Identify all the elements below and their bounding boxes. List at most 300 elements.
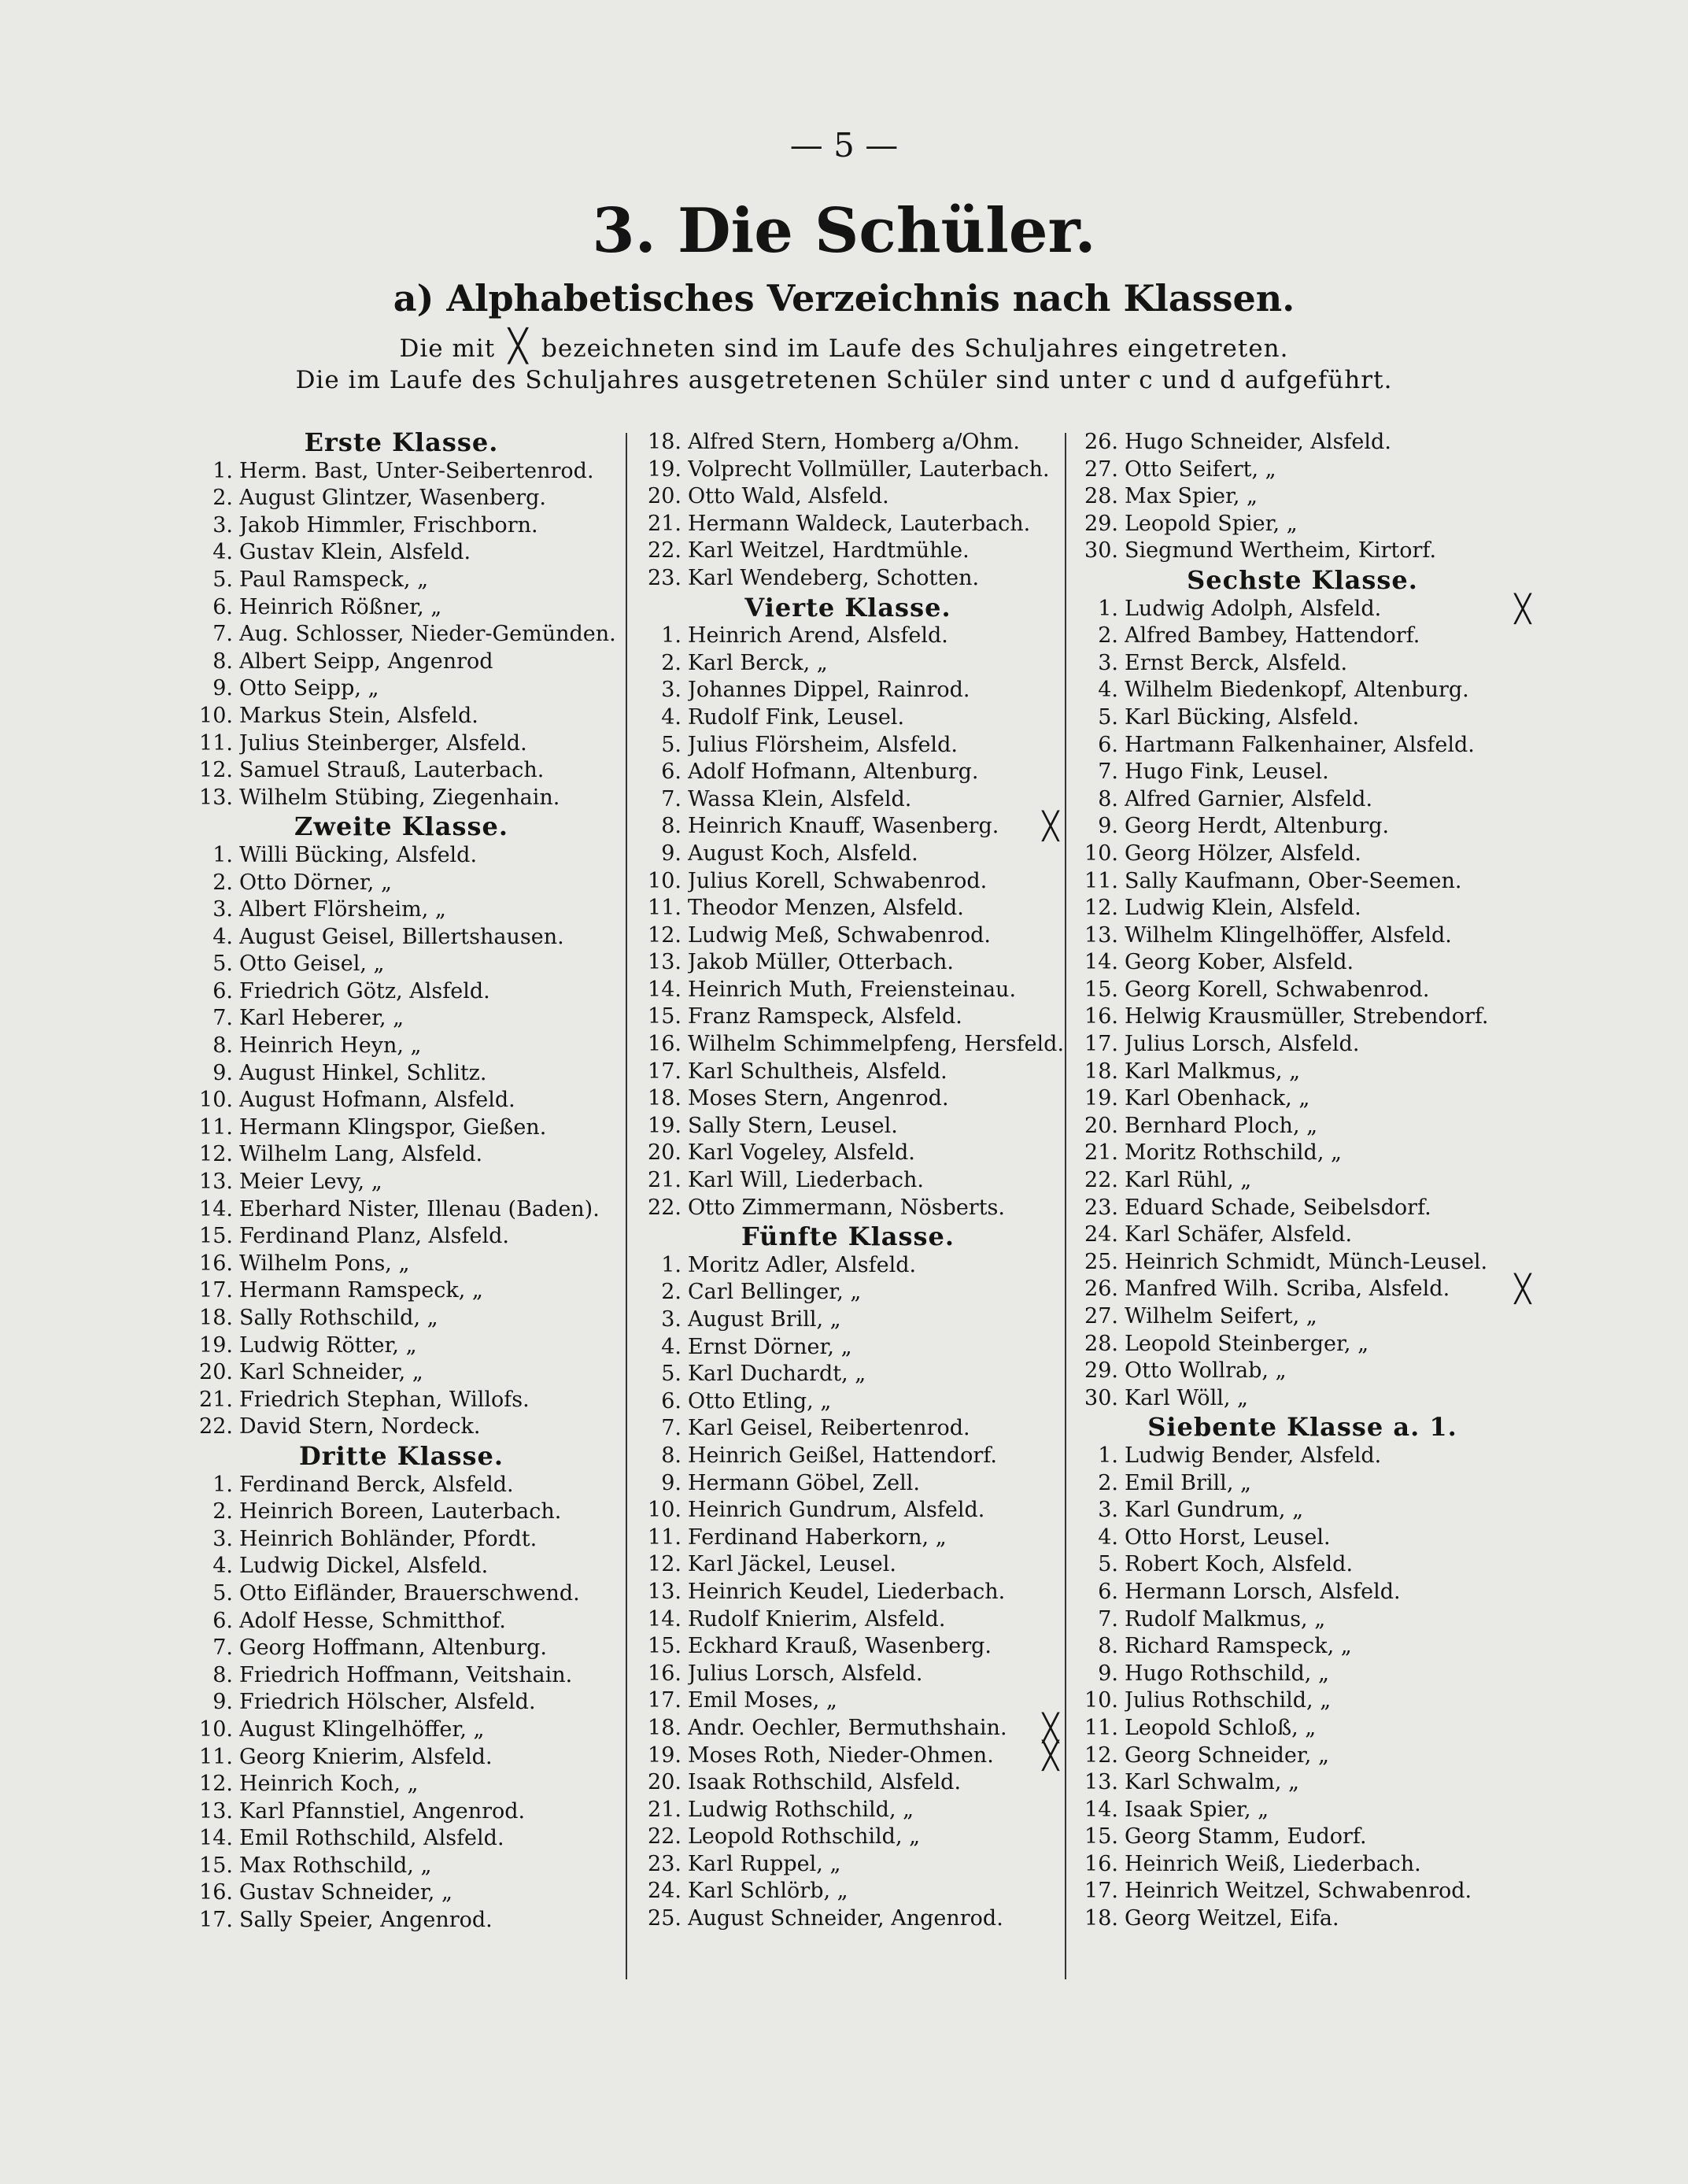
student-number: 20. — [648, 1770, 681, 1795]
student-entry — [630, 1140, 1066, 1167]
student-name: Hermann Lorsch, Alsfeld. — [1125, 1579, 1401, 1604]
student-entry — [181, 1387, 622, 1414]
student-name: Helwig Krausmüller, Strebendorf. — [1125, 1004, 1489, 1029]
student-number: 13. — [648, 1579, 681, 1604]
student-entry — [630, 511, 1066, 538]
student-entry — [181, 1305, 622, 1332]
student-name: Moritz Adler, Alsfeld. — [688, 1252, 917, 1277]
student-name: Alfred Garnier, Alsfeld. — [1125, 786, 1373, 811]
student-name: Meier Levy, „ — [239, 1170, 382, 1195]
student-number: 4. — [1098, 678, 1118, 703]
student-name: August Koch, Alsfeld. — [688, 841, 918, 866]
student-entry — [181, 1114, 622, 1142]
student-entry — [181, 1608, 622, 1635]
student-entry — [181, 978, 622, 1006]
student-entry — [1066, 1140, 1538, 1167]
student-name: Aug. Schlosser, Nieder-Gemünden. — [239, 622, 616, 647]
student-name: Otto Horst, Leusel. — [1125, 1524, 1331, 1550]
student-number: 13. — [199, 1798, 233, 1824]
student-entry — [1066, 1687, 1538, 1715]
student-entry — [181, 1033, 622, 1060]
student-entry — [181, 730, 622, 758]
student-entry — [181, 1087, 622, 1114]
cross-mark-icon: ╳ — [1042, 1712, 1059, 1744]
student-number: 13. — [648, 950, 681, 975]
student-entry — [181, 1879, 622, 1907]
student-entry — [181, 896, 622, 924]
student-name: August Glintzer, Wasenberg. — [239, 486, 546, 511]
student-name: Otto Eifländer, Brauerschwend. — [239, 1580, 580, 1606]
student-name: Rudolf Malkmus, „ — [1125, 1606, 1326, 1632]
student-number: 1. — [661, 623, 681, 649]
student-number: 18. — [648, 1715, 681, 1740]
student-name: Ferdinand Berck, Alsfeld. — [239, 1472, 514, 1497]
student-number: 6. — [661, 1388, 681, 1414]
student-name: Friedrich Hölscher, Alsfeld. — [239, 1690, 536, 1715]
student-number: 9. — [1098, 1661, 1118, 1686]
student-name: Karl Bücking, Alsfeld. — [1125, 704, 1360, 730]
student-number: 5. — [1098, 704, 1118, 730]
student-name: Georg Weitzel, Eifa. — [1125, 1906, 1339, 1931]
student-name: Karl Duchardt, „ — [688, 1362, 866, 1387]
student-name: August Hofmann, Alsfeld. — [239, 1088, 515, 1113]
student-name: Hermann Ramspeck, „ — [239, 1278, 483, 1303]
student-number: 4. — [1098, 1524, 1118, 1550]
student-entry — [630, 1195, 1066, 1222]
student-name: Wilhelm Stübing, Ziegenhain. — [239, 785, 560, 810]
student-entry — [630, 1579, 1066, 1606]
student-entry — [630, 1661, 1066, 1688]
student-entry — [1066, 1303, 1538, 1331]
student-name: Wilhelm Seifert, „ — [1125, 1304, 1317, 1329]
student-number: 18. — [1084, 1906, 1118, 1931]
student-number: 12. — [199, 758, 233, 783]
student-number: 12. — [1084, 1742, 1118, 1768]
student-name: Robert Koch, Alsfeld. — [1125, 1552, 1354, 1577]
student-number: 15. — [199, 1224, 233, 1249]
page-title: 3. Die Schüler. — [592, 195, 1096, 267]
student-entry — [630, 895, 1066, 922]
student-number: 18. — [199, 1306, 233, 1330]
student-entry — [1066, 1661, 1538, 1688]
student-number: 26. — [1084, 430, 1118, 454]
student-number: 4. — [661, 704, 681, 730]
student-number: 20. — [1084, 1113, 1118, 1138]
student-number: 22. — [1084, 1168, 1118, 1193]
student-number: 14. — [1084, 1797, 1118, 1822]
page-subtitle: a) Alphabetisches Verzeichnis nach Klassen. — [393, 277, 1295, 320]
student-entry — [181, 1414, 622, 1441]
student-name: Karl Will, Liederbach. — [688, 1168, 924, 1193]
page-number: — 5 — — [789, 126, 899, 164]
student-number: 16. — [648, 1032, 681, 1057]
student-number: 16. — [1084, 1851, 1118, 1876]
student-number: 9. — [661, 1470, 681, 1495]
student-name: Manfred Wilh. Scriba, Alsfeld. — [1125, 1277, 1450, 1302]
student-entry — [181, 458, 622, 486]
student-name: Bernhard Ploch, „ — [1125, 1113, 1318, 1138]
student-number: 8. — [212, 1033, 233, 1059]
student-number: 15. — [199, 1853, 233, 1878]
student-entry — [630, 483, 1066, 511]
student-name: Moritz Rothschild, „ — [1125, 1140, 1342, 1166]
student-entry — [181, 1662, 622, 1690]
student-number: 20. — [648, 1140, 681, 1166]
class-heading: Siebente Klasse a. 1. — [1147, 1412, 1457, 1443]
student-name: Emil Rothschild, Alsfeld. — [239, 1826, 504, 1851]
student-entry — [630, 977, 1066, 1004]
student-name: Heinrich Rößner, „ — [239, 594, 442, 619]
student-number: 6. — [1098, 1579, 1118, 1604]
student-entry — [181, 594, 622, 622]
student-number: 1. — [661, 1252, 681, 1277]
student-number: 2. — [212, 1499, 233, 1524]
student-name: Karl Schlörb, „ — [688, 1879, 848, 1904]
student-entry — [1066, 1003, 1538, 1031]
student-name: August Geisel, Billertshausen. — [239, 924, 564, 949]
student-entry — [1066, 1905, 1538, 1933]
student-entry — [1066, 868, 1538, 896]
student-number: 7. — [1098, 759, 1118, 785]
student-name: Emil Moses, „ — [688, 1688, 837, 1713]
student-number: 11. — [648, 896, 681, 921]
student-name: Heinrich Koch, „ — [239, 1772, 419, 1797]
student-entry — [630, 732, 1066, 759]
student-name: Gustav Klein, Alsfeld. — [239, 540, 471, 565]
column-divider — [626, 433, 627, 1979]
student-entry — [630, 538, 1066, 565]
student-name: Sally Stern, Leusel. — [688, 1113, 898, 1138]
student-name: Karl Schäfer, Alsfeld. — [1125, 1222, 1353, 1247]
student-entry — [630, 1252, 1066, 1280]
student-name: Georg Kober, Alsfeld. — [1125, 950, 1354, 975]
student-name: Georg Knierim, Alsfeld. — [239, 1744, 493, 1769]
student-entry — [630, 868, 1066, 896]
student-number: 2. — [1098, 1470, 1118, 1495]
student-number: 11. — [1084, 1715, 1118, 1740]
student-name: Isaak Rothschild, Alsfeld. — [688, 1770, 962, 1795]
student-entry — [630, 922, 1066, 950]
cross-mark-icon: ╳ — [508, 328, 529, 364]
student-entry — [1066, 1331, 1538, 1358]
student-number: 1. — [1098, 596, 1118, 621]
student-entry — [1066, 538, 1538, 565]
student-name: Otto Dörner, „ — [239, 870, 392, 895]
student-name: Ludwig Rötter, „ — [239, 1332, 417, 1358]
cross-mark-icon: ╳ — [1042, 1739, 1059, 1772]
student-number: 17. — [648, 1059, 681, 1084]
student-entry — [181, 1498, 622, 1526]
student-number: 6. — [661, 759, 681, 785]
student-number: 5. — [661, 732, 681, 757]
student-number: 15. — [648, 1004, 681, 1029]
student-number: 26. — [1084, 1277, 1118, 1302]
student-column-3 — [1066, 429, 1538, 1933]
student-name: Eduard Schade, Seibelsdorf. — [1125, 1195, 1431, 1220]
student-name: Karl Schultheis, Alsfeld. — [688, 1059, 947, 1084]
student-name: Franz Ramspeck, Alsfeld. — [688, 1004, 962, 1029]
student-entry — [181, 842, 622, 870]
cross-mark-icon: ╳ — [1514, 593, 1531, 625]
student-name: Heinrich Bohländer, Pfordt. — [239, 1526, 537, 1551]
student-name: Georg Hölzer, Alsfeld. — [1125, 841, 1361, 866]
student-name: Herm. Bast, Unter-Seibertenrod. — [239, 458, 594, 483]
student-number: 21. — [648, 511, 681, 536]
student-name: Emil Brill, „ — [1125, 1470, 1251, 1495]
student-entry — [1066, 623, 1538, 650]
student-entry — [181, 1771, 622, 1798]
student-entry — [1066, 1059, 1538, 1086]
student-entry — [181, 1277, 622, 1305]
student-number: 15. — [1084, 1824, 1118, 1850]
student-number: 9. — [1098, 814, 1118, 839]
student-number: 3. — [212, 1526, 233, 1551]
student-number: 11. — [648, 1524, 681, 1550]
student-number: 29. — [1084, 511, 1118, 536]
student-entry — [1066, 1085, 1538, 1113]
student-number: 23. — [1084, 1195, 1118, 1220]
student-number: 24. — [648, 1879, 681, 1904]
student-entry — [181, 1744, 622, 1772]
student-entry — [1066, 593, 1538, 625]
student-number: 12. — [648, 922, 681, 948]
student-number: 10. — [199, 1088, 233, 1113]
student-number: 18. — [648, 1086, 681, 1111]
student-name: Heinrich Schmidt, Münch-Leusel. — [1125, 1249, 1488, 1274]
student-number: 17. — [199, 1278, 233, 1303]
student-name: Siegmund Wertheim, Kirtorf. — [1125, 538, 1437, 564]
student-entry — [181, 1689, 622, 1717]
student-entry — [630, 1334, 1066, 1362]
student-name: Hartmann Falkenhainer, Alsfeld. — [1125, 732, 1475, 757]
student-number: 30. — [1084, 1385, 1118, 1410]
student-name: Volprecht Vollmüller, Lauterbach. — [688, 456, 1050, 482]
student-entry — [1066, 677, 1538, 704]
student-number: 5. — [212, 1580, 233, 1606]
student-number: 5. — [661, 1362, 681, 1387]
student-name: August Hinkel, Schlitz. — [239, 1060, 487, 1085]
student-entry — [1066, 1878, 1538, 1905]
student-name: Hermann Klingspor, Gießen. — [239, 1114, 547, 1140]
note-line-2: Die im Laufe des Schuljahres ausgetretenen Schüler sind unter c und d aufgeführt. — [295, 366, 1393, 394]
student-entry — [1066, 1358, 1538, 1385]
student-entry — [630, 1739, 1066, 1772]
cross-mark-icon: ╳ — [1514, 1273, 1531, 1306]
student-number: 8. — [1098, 786, 1118, 811]
student-number: 22. — [648, 1824, 681, 1850]
student-entry — [1066, 841, 1538, 868]
student-entry — [1066, 1579, 1538, 1606]
student-name: Friedrich Götz, Alsfeld. — [239, 978, 490, 1003]
student-number: 6. — [1098, 732, 1118, 757]
student-entry — [181, 1472, 622, 1499]
student-name: August Klingelhöffer, „ — [239, 1717, 485, 1742]
student-name: Sally Speier, Angenrod. — [239, 1908, 493, 1933]
student-name: Karl Wendeberg, Schotten. — [688, 565, 980, 590]
student-name: Johannes Dippel, Rainrod. — [688, 678, 970, 703]
class-heading: Dritte Klasse. — [298, 1440, 504, 1471]
student-number: 1. — [212, 1472, 233, 1497]
student-entry — [630, 1606, 1066, 1634]
student-name: Friedrich Stephan, Willofs. — [239, 1387, 530, 1412]
cross-mark-icon: ╳ — [1042, 811, 1059, 843]
student-entry — [1066, 922, 1538, 950]
student-entry — [1066, 977, 1538, 1004]
student-entry — [1066, 1606, 1538, 1634]
student-number: 15. — [648, 1634, 681, 1659]
student-name: Ernst Dörner, „ — [688, 1334, 852, 1359]
student-name: Heinrich Weiß, Liederbach. — [1125, 1851, 1421, 1876]
student-number: 4. — [661, 1334, 681, 1359]
student-name: Karl Vogeley, Alsfeld. — [688, 1140, 915, 1166]
student-number: 14. — [648, 1606, 681, 1632]
student-number: 19. — [199, 1332, 233, 1358]
student-number: 8. — [661, 814, 681, 839]
student-entry — [1066, 1221, 1538, 1249]
student-number: 16. — [648, 1661, 681, 1686]
student-entry — [181, 512, 622, 540]
student-name: Karl Schwalm, „ — [1125, 1770, 1299, 1795]
student-entry — [181, 539, 622, 567]
student-name: Karl Pfannstiel, Angenrod. — [239, 1798, 526, 1824]
student-entry — [1066, 895, 1538, 922]
student-name: Leopold Spier, „ — [1125, 511, 1298, 536]
student-entry — [181, 1141, 622, 1169]
student-name: Georg Korell, Schwabenrod. — [1125, 977, 1430, 1002]
student-name: Albert Flörsheim, „ — [239, 897, 446, 922]
student-name: Hugo Fink, Leusel. — [1125, 759, 1329, 785]
student-entry — [181, 1526, 622, 1554]
student-name: Ferdinand Haberkorn, „ — [688, 1524, 947, 1550]
student-number: 7. — [661, 786, 681, 811]
note-line-1-before: Die mit — [399, 334, 496, 363]
student-entry — [1066, 1851, 1538, 1879]
student-number: 11. — [199, 730, 233, 756]
student-entry — [630, 759, 1066, 786]
student-entry — [181, 1169, 622, 1196]
student-name: Karl Heberer, „ — [239, 1006, 404, 1031]
student-name: David Stern, Nordeck. — [239, 1414, 481, 1439]
student-entry — [630, 1769, 1066, 1797]
student-name: Ludwig Bender, Alsfeld. — [1125, 1443, 1382, 1468]
student-entry — [1066, 1633, 1538, 1661]
student-name: Otto Seifert, „ — [1125, 456, 1276, 482]
student-number: 25. — [1084, 1249, 1118, 1274]
student-entry — [630, 1306, 1066, 1334]
student-entry — [1066, 1769, 1538, 1797]
student-name: Otto Seipp, „ — [239, 676, 379, 701]
student-entry — [630, 1797, 1066, 1824]
student-name: Julius Lorsch, Alsfeld. — [688, 1661, 923, 1686]
student-name: Julius Lorsch, Alsfeld. — [1125, 1032, 1360, 1057]
student-entry — [181, 1359, 622, 1387]
student-name: Karl Ruppel, „ — [688, 1851, 841, 1876]
student-name: Otto Zimmermann, Nösberts. — [688, 1195, 1005, 1220]
student-number: 9. — [661, 841, 681, 866]
student-name: Wilhelm Biedenkopf, Altenburg. — [1125, 678, 1469, 703]
student-number: 10. — [199, 1717, 233, 1742]
student-name: Georg Stamm, Eudorf. — [1125, 1824, 1367, 1850]
student-name: Max Rothschild, „ — [239, 1853, 432, 1878]
student-number: 24. — [1084, 1222, 1118, 1247]
student-entry — [1066, 1742, 1538, 1770]
student-number: 23. — [648, 1851, 681, 1876]
student-entry — [181, 675, 622, 703]
student-entry — [1066, 1167, 1538, 1195]
student-entry — [1066, 511, 1538, 538]
student-number: 20. — [648, 484, 681, 509]
student-name: Karl Gundrum, „ — [1125, 1498, 1304, 1523]
student-number: 12. — [648, 1552, 681, 1577]
student-number: 16. — [1084, 1004, 1118, 1029]
student-entry — [181, 1825, 622, 1853]
student-name: Georg Schneider, „ — [1125, 1742, 1329, 1768]
student-entry — [630, 1361, 1066, 1388]
student-number: 20. — [199, 1360, 233, 1385]
student-column-2 — [630, 429, 1066, 1933]
student-name: Wassa Klein, Alsfeld. — [688, 786, 912, 811]
student-entry — [630, 1687, 1066, 1715]
student-entry — [181, 785, 622, 812]
student-number: 8. — [212, 1662, 233, 1687]
student-name: Heinrich Gundrum, Alsfeld. — [688, 1498, 985, 1523]
student-name: Hermann Göbel, Zell. — [688, 1470, 920, 1495]
student-number: 16. — [199, 1880, 233, 1905]
student-number: 17. — [1084, 1879, 1118, 1904]
student-name: Moses Roth, Nieder-Ohmen. — [688, 1742, 994, 1768]
student-name: Ferdinand Planz, Alsfeld. — [239, 1224, 509, 1249]
student-entry — [630, 677, 1066, 704]
note-line-1 — [0, 328, 1688, 364]
student-number: 29. — [1084, 1358, 1118, 1384]
student-number: 3. — [661, 678, 681, 703]
student-entry — [630, 1551, 1066, 1579]
student-name: Hugo Schneider, Alsfeld. — [1125, 430, 1391, 454]
student-number: 11. — [199, 1744, 233, 1769]
student-name: Hermann Waldeck, Lauterbach. — [688, 511, 1031, 536]
student-name: Isaak Spier, „ — [1125, 1797, 1269, 1822]
student-number: 10. — [648, 1498, 681, 1523]
student-entry — [1066, 1551, 1538, 1579]
student-number: 3. — [212, 512, 233, 538]
student-name: Heinrich Geißel, Hattendorf. — [688, 1443, 997, 1468]
student-name: Heinrich Muth, Freiensteinau. — [688, 977, 1017, 1002]
student-entry — [630, 1878, 1066, 1905]
student-number: 10. — [199, 703, 233, 728]
student-number: 23. — [648, 565, 681, 590]
student-entry — [630, 1443, 1066, 1470]
student-name: Paul Ramspeck, „ — [239, 567, 429, 592]
student-number: 17. — [1084, 1032, 1118, 1057]
student-number: 13. — [1084, 922, 1118, 948]
student-entry — [630, 565, 1066, 593]
student-name: Eckhard Krauß, Wasenberg. — [688, 1634, 992, 1659]
student-name: Carl Bellinger, „ — [688, 1280, 862, 1305]
student-number: 21. — [199, 1387, 233, 1412]
student-entry — [630, 650, 1066, 678]
student-name: Andr. Oechler, Bermuthshain. — [688, 1715, 1007, 1740]
student-entry — [181, 1580, 622, 1608]
student-number: 14. — [199, 1196, 233, 1221]
student-entry — [1066, 1031, 1538, 1059]
student-name: Ernst Berck, Alsfeld. — [1125, 650, 1348, 675]
student-number: 18. — [648, 430, 681, 454]
student-number: 3. — [1098, 1498, 1118, 1523]
student-number: 22. — [648, 1195, 681, 1220]
student-name: Ludwig Meß, Schwabenrod. — [688, 922, 991, 948]
student-name: Leopold Rothschild, „ — [688, 1824, 921, 1850]
student-number: 9. — [212, 1690, 233, 1715]
